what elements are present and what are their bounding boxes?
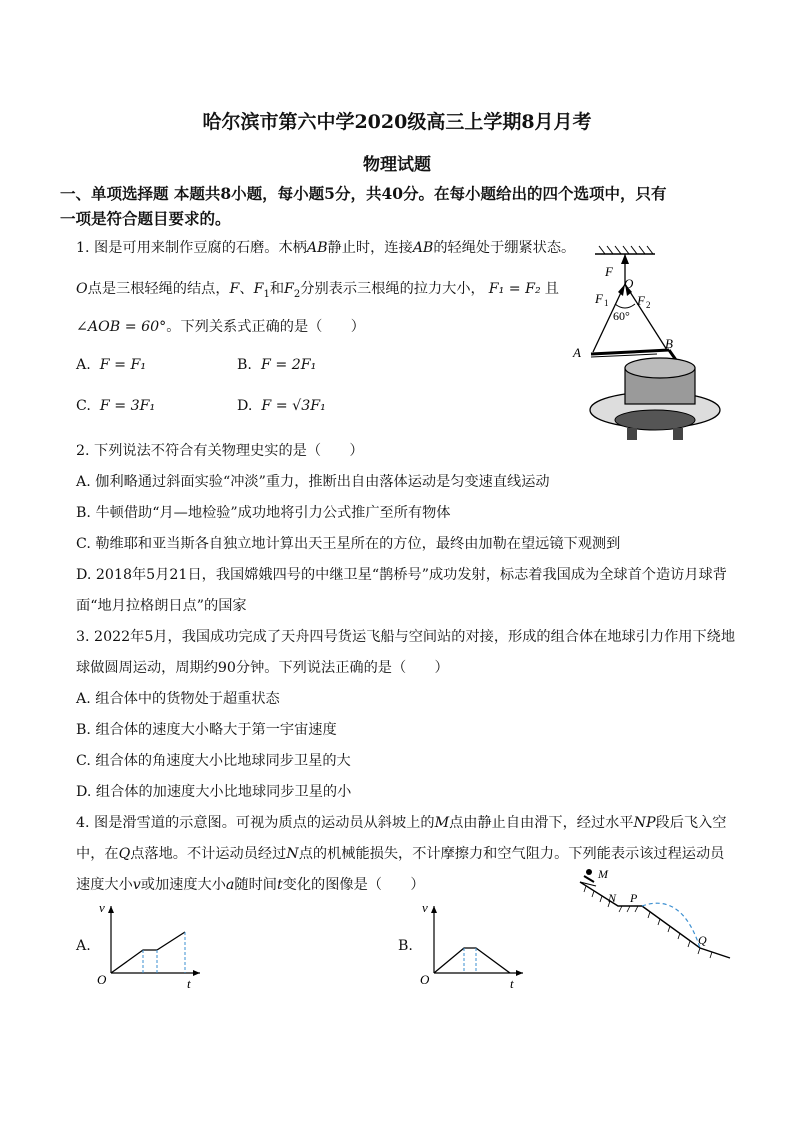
ski-label-n: N [608, 891, 617, 905]
q1-stem-line2: O点是三根轻绳的结点，F、$F_1$和$F_2$分别表示三根绳的拉力大小， F₁ = F₂ 且 [76, 281, 559, 300]
q4-option-a-label: A. [76, 938, 91, 954]
ski-label-q: Q [698, 933, 707, 947]
q1-stem-line1: 1. 图是可用来制作豆腐的石磨。木柄AB静止时，连接AB的轻绳处于绷紧状态。 [76, 240, 576, 256]
fig-label-angle: 60° [613, 309, 630, 323]
q2-option-d-line1: D. 2018年5月21日，我国嫦娥四号的中继卫星“鹊桥号”成功发射，标志着我国成为全球首个造访月球背 [76, 567, 727, 583]
q1-option-d: D. F = √3F₁ [237, 398, 326, 414]
q4-stem-line2: 中，在Q点落地。不计运动员经过N点的机械能损失，不计摩擦力和空气阻力。下列能表示该过程运动员 [76, 846, 725, 862]
fig-label-a: A [573, 345, 581, 360]
millstone-stand [615, 410, 695, 430]
graph-a-t-arrow [193, 970, 200, 976]
slope-line [580, 882, 730, 958]
millstone-top [625, 358, 695, 378]
ski-slope-figure [572, 862, 737, 962]
graph-b-t-label: t [510, 976, 514, 991]
graph-a-curve [111, 932, 185, 973]
graph-b-v-label: v [422, 900, 428, 915]
ceiling-hatch [599, 246, 653, 254]
graph-b-curve [434, 948, 510, 973]
q4-option-b-label: B. [398, 938, 413, 954]
q2-option-c: C. 勒维耶和亚当斯各自独立地计算出天王星所在的方位，最终由加勒在望远镜下观测到 [76, 536, 621, 552]
force-f-arrow [621, 254, 629, 264]
ski-label-p: P [630, 891, 638, 905]
fig-label-f: F [605, 264, 613, 279]
graph-b-v-arrow [431, 906, 437, 913]
q3-option-c: C. 组合体的角速度大小比地球同步卫星的大 [76, 753, 351, 769]
section-heading-line1: 一、单项选择题 本题共8小题，每小题5分，共40分。在每小题给出的四个选项中，只有 [60, 184, 667, 203]
q4-stem-line1: 4. 图是滑雪道的示意图。可视为质点的运动员从斜坡上的M点由静止自由滑下，经过水平NP段后飞入空 [76, 815, 727, 831]
graph-a-v-arrow [108, 906, 114, 913]
section-heading-line2: 一项是符合题目要求的。 [60, 209, 231, 228]
q1-option-c: C. F = 3F₁ [76, 398, 156, 414]
q2-option-b: B. 牛顿借助“月—地检验”成功地将引力公式推广至所有物体 [76, 505, 451, 521]
q2-stem: 2. 下列说法不符合有关物理史实的是（ ） [76, 443, 364, 459]
fig-label-o: O [624, 276, 634, 291]
q4-stem-line3: 速度大小v或加速度大小a随时间t变化的图像是（ ） [76, 877, 425, 893]
graph-a-t-label: t [187, 976, 191, 991]
graph-b-origin-label: O [420, 972, 430, 987]
fig-label-f2-sub: 2 [646, 300, 651, 310]
fig-label-b: B [665, 336, 673, 351]
angle-arc [615, 304, 635, 308]
graph-a-origin-label: O [97, 972, 107, 987]
graph-b-t-arrow [516, 970, 523, 976]
q2-option-a: A. 伽利略通过斜面实验“冲淡”重力，推断出自由落体运动是匀变速直线运动 [76, 474, 550, 490]
stand-leg-left [627, 428, 637, 440]
q4-graph-b [418, 898, 528, 993]
q3-stem-line1: 3. 2022年5月，我国成功完成了天舟四号货运飞船与空间站的对接，形成的组合体在地球引力作用下绕地 [76, 629, 736, 645]
fig-label-f2: F [637, 293, 645, 308]
exam-subtitle: 物理试题 [363, 155, 431, 175]
q1-stem-line3: ∠AOB = 60°。下列关系式正确的是（ ） [76, 319, 365, 335]
fig-label-f1: F [595, 291, 603, 306]
graph-a-v-label: v [99, 900, 105, 915]
ski-label-m: M [598, 867, 608, 881]
q3-option-a: A. 组合体中的货物处于超重状态 [76, 691, 280, 707]
q4-graph-a [95, 898, 205, 993]
rope-ob [625, 284, 667, 350]
q1-option-b: B. F = 2F₁ [237, 357, 317, 373]
q2-option-d-line2: 面“地月拉格朗日点”的国家 [76, 598, 247, 614]
fig-label-f1-sub: 1 [604, 298, 609, 308]
q1-option-a: A. F = F₁ [76, 357, 147, 373]
millstone-figure [565, 240, 735, 450]
q3-option-d: D. 组合体的加速度大小比地球同步卫星的小 [76, 784, 352, 800]
stand-leg-right [673, 428, 683, 440]
handle-ab [591, 350, 669, 354]
exam-title: 哈尔滨市第六中学2020级高三上学期8月月考 [202, 111, 592, 133]
q3-option-b: B. 组合体的速度大小略大于第一宇宙速度 [76, 722, 337, 738]
q3-stem-line2: 球做圆周运动，周期约90分钟。下列说法正确的是（ ） [76, 660, 449, 676]
